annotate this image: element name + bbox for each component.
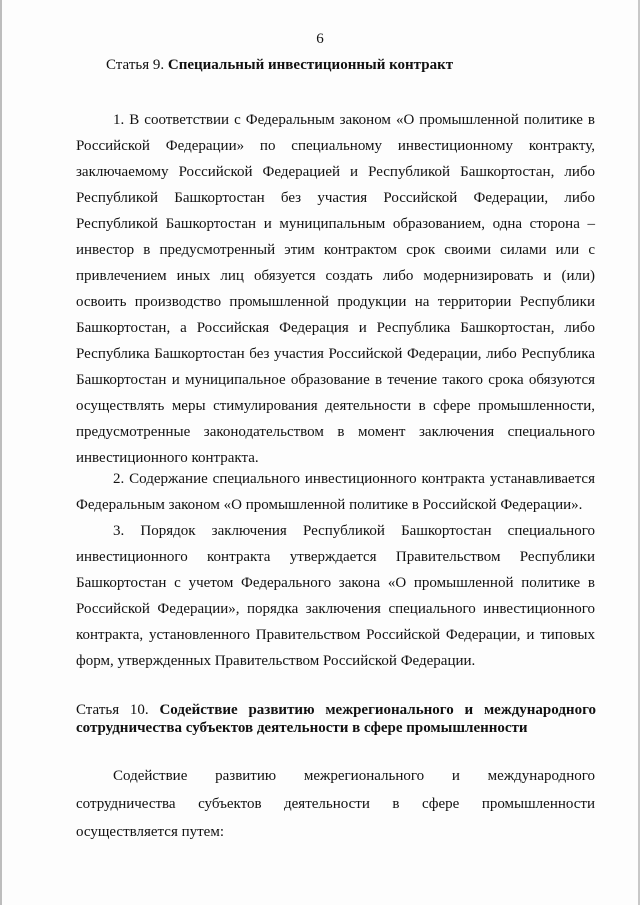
article-9-paragraph-1 bbox=[76, 107, 595, 471]
paragraph-text: 3. Порядок заключения Республикой Башкортостан специального инвестиционного контракта утверждается Правительством Республики Башкортостан с учетом Федерального закона «О промышленной политике в Российской Федерации», порядка заключения специального инвестиционного контракта, установленного Правительством Российской Федерации, и типовых форм, утвержденных Правительством Российской Федерации. bbox=[76, 523, 595, 669]
article-10-title: Содействие развитию межрегионального и международного сотрудничества субъектов деятельности в сфере промышленности bbox=[76, 702, 597, 736]
article-9-heading bbox=[106, 56, 606, 74]
paragraph-text: 2. Содержание специального инвестиционного контракта устанавливается Федеральным законом «О промышленной политике в Российской Федерации». bbox=[76, 471, 595, 513]
paragraph-text: Содействие развитию межрегионального и международного сотрудничества субъектов деятельности в сфере промышленности осуществляется путем: bbox=[76, 768, 595, 840]
article-10-heading bbox=[76, 701, 596, 737]
page-number: 6 bbox=[316, 31, 324, 47]
article-10-paragraph-1 bbox=[76, 762, 595, 846]
article-9-number: Статья 9. bbox=[106, 57, 165, 73]
paragraph-text: 1. В соответствии с Федеральным законом «О промышленной политике в Российской Федерации» по специальному инвестиционному контракту, заключаемому Российской Федерацией и Республикой Башкортостан, либо Республикой Башкортостан без участия Российской Федерации, либо Республикой Башкортостан и муниципальным образованием, одна сторона – инвестор в предусмотренный этим контрактом срок своими силами или с привлечением иных лиц обязуется создать либо модернизировать и (или) освоить производство промышленной продукции на территории Республики Башкортостан, а Российская Федерация и Республика Башкортостан, либо Республика Башкортостан без участия Российской Федерации, либо Республика Башкортостан и муниципальное образование в течение такого срока обязуются осуществлять меры стимулирования деятельности в сфере промышленности, предусмотренные законодательством в момент заключения специального инвестиционного контракта. bbox=[76, 112, 595, 466]
article-10-number: Статья 10. bbox=[76, 702, 149, 718]
article-9-paragraph-3 bbox=[76, 518, 595, 674]
article-9-title: Специальный инвестиционный контракт bbox=[167, 57, 454, 73]
page-left-edge bbox=[0, 0, 2, 905]
article-9-paragraph-2 bbox=[76, 466, 595, 518]
